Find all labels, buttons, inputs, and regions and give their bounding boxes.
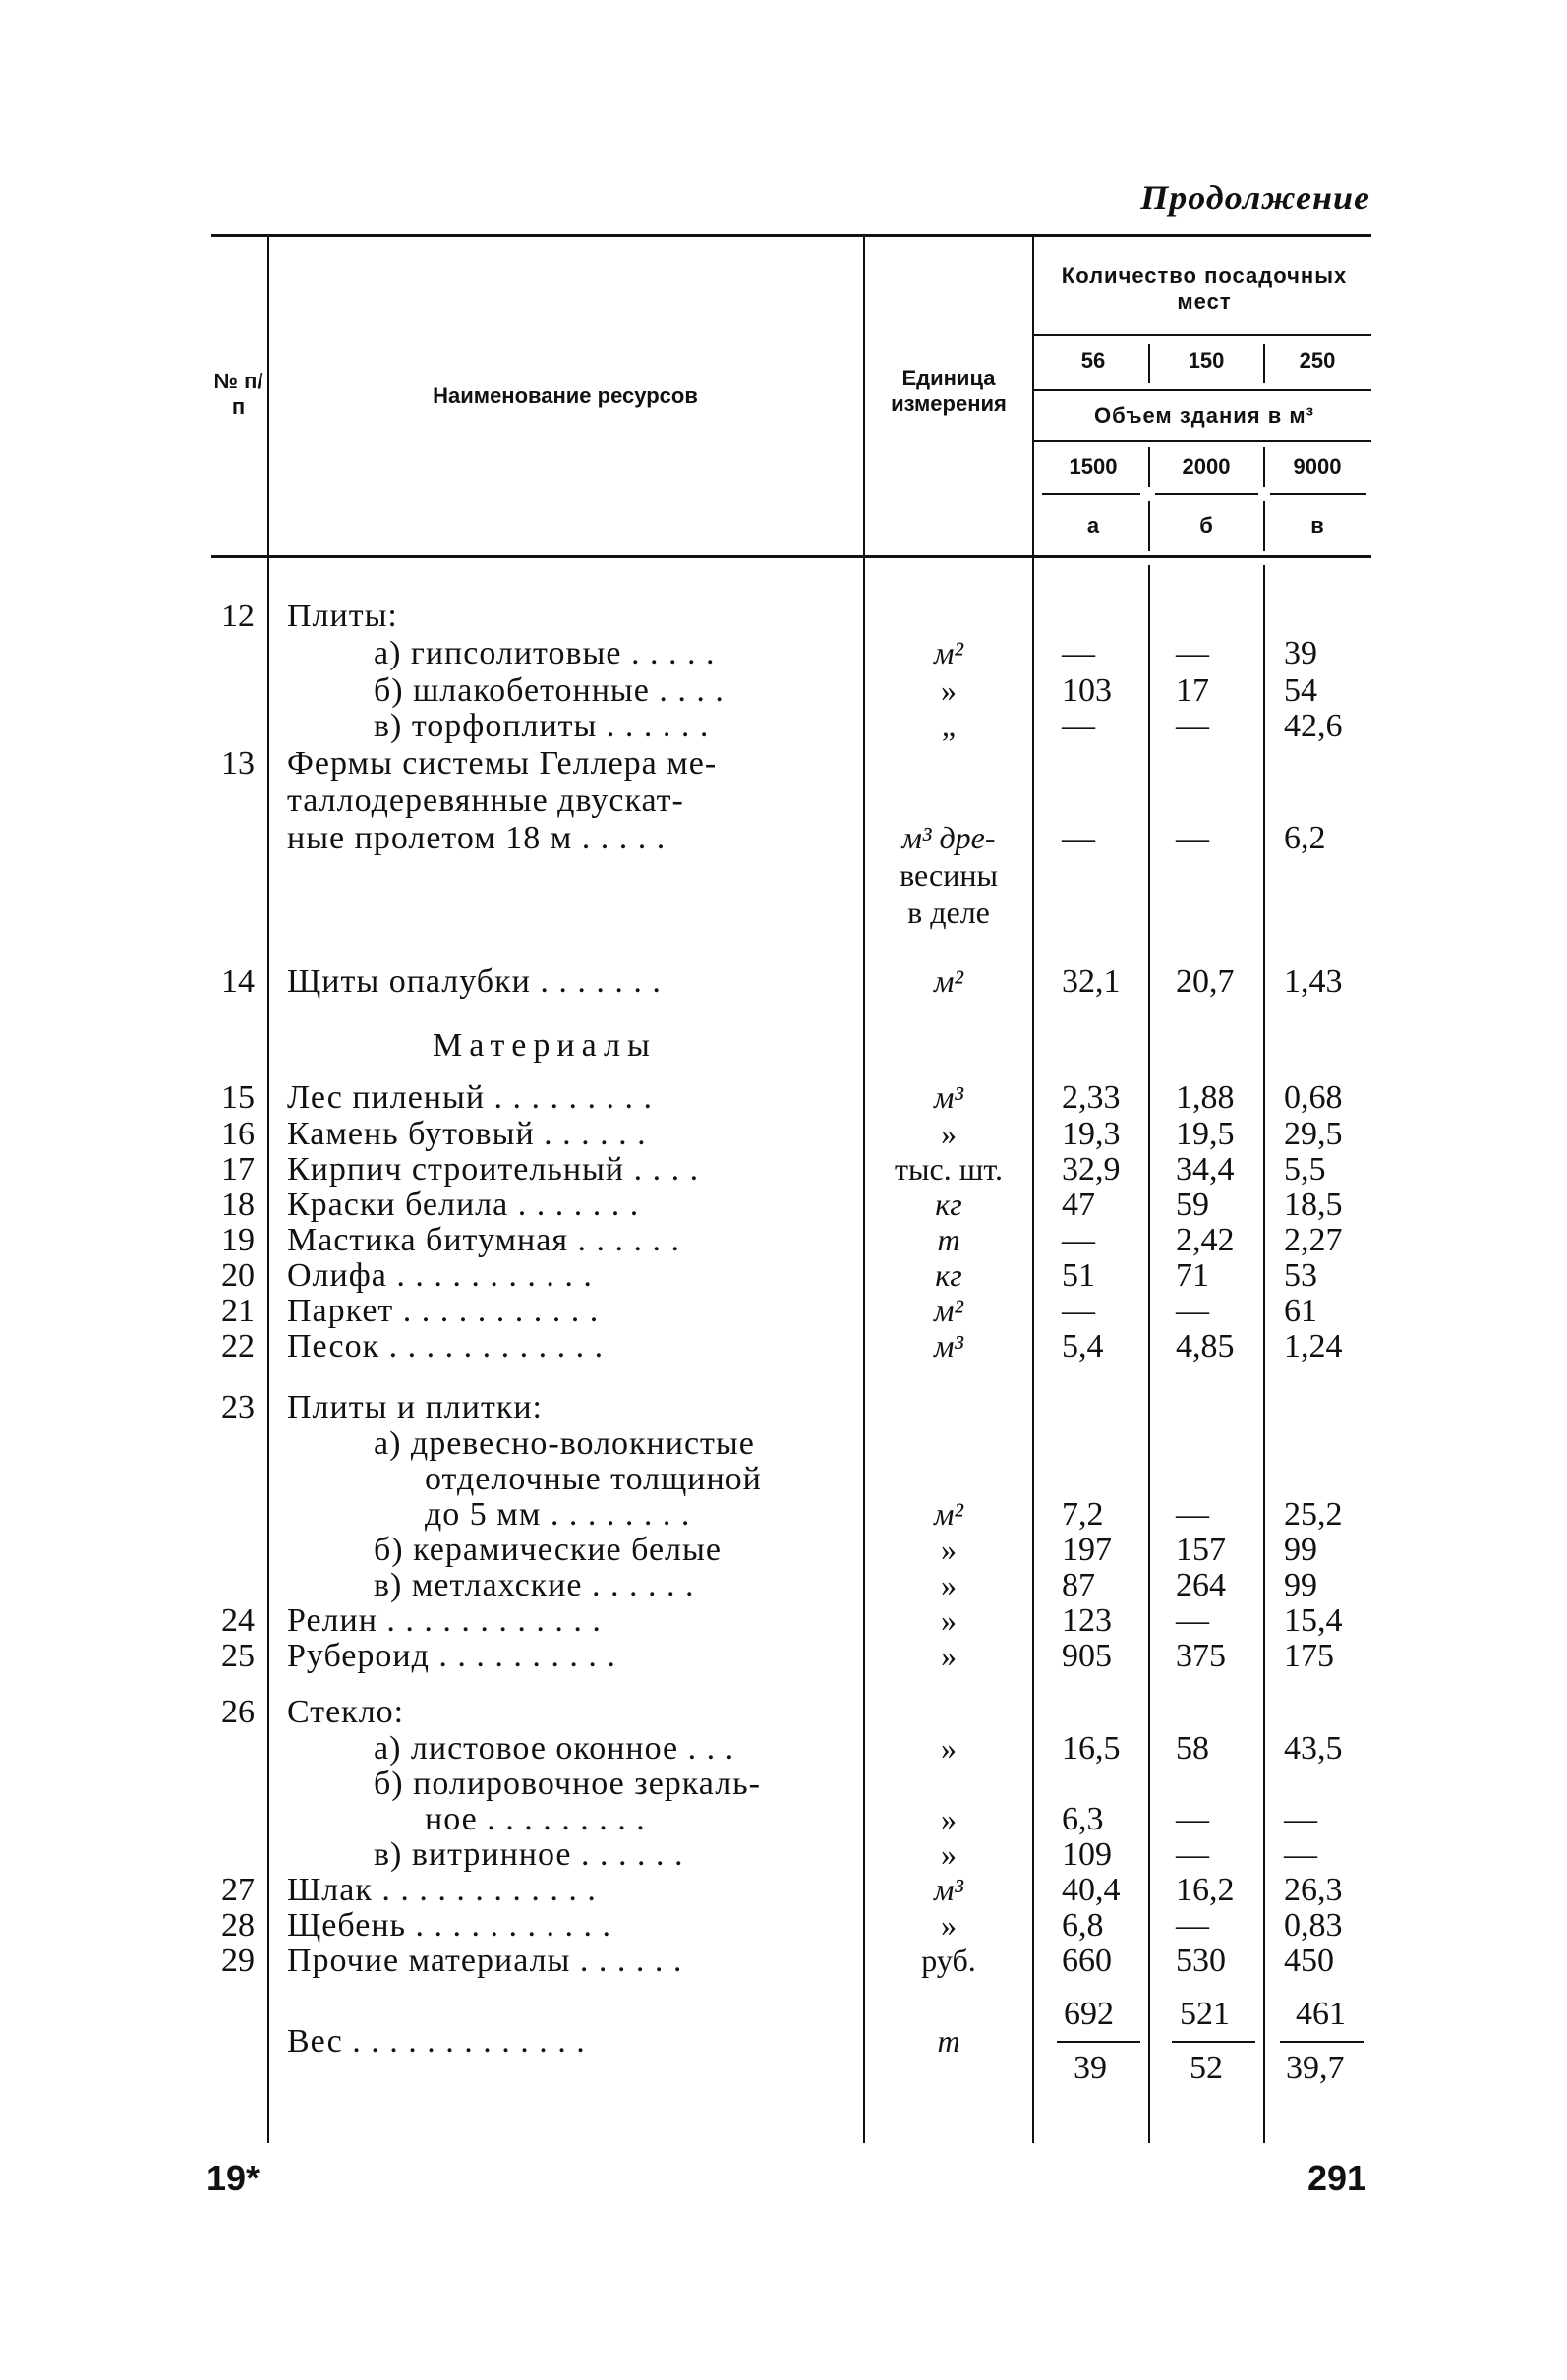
row-number: 25 (221, 1638, 255, 1674)
seats-caption-rule (1032, 334, 1371, 336)
header-variant-c: в (1310, 513, 1324, 538)
resource-name: Паркет . . . . . . . . . . . (287, 1293, 600, 1329)
unit-cell: м² (933, 963, 963, 999)
header-seats-c: 250 (1299, 348, 1336, 373)
unit-cell: » (941, 1116, 957, 1151)
header-seats-a: 56 (1080, 348, 1106, 373)
seats-rule (1032, 389, 1371, 391)
row-number: 12 (221, 598, 255, 634)
row-number: 21 (221, 1293, 255, 1329)
value-b: 157 (1176, 1532, 1226, 1568)
unit-cell: » (941, 1836, 957, 1872)
row-number: 26 (221, 1694, 255, 1730)
header-volume-c: 9000 (1293, 454, 1342, 479)
value-a: 19,3 (1062, 1116, 1121, 1152)
value-c: 18,5 (1284, 1187, 1343, 1223)
resource-name: Лес пиленый . . . . . . . . . (287, 1079, 654, 1116)
value-a: 7,2 (1062, 1496, 1104, 1533)
col-rule-b-head (1263, 344, 1265, 383)
value-c: 0,68 (1284, 1079, 1343, 1116)
weight-bottom-c: 39,7 (1286, 2050, 1345, 2086)
resource-name: Песок . . . . . . . . . . . . (287, 1328, 605, 1364)
resource-name: в) метлахские . . . . . . (374, 1567, 695, 1603)
col-rule-unit (1032, 236, 1034, 2143)
header-seats-caption: Количество посадочных мест (1061, 263, 1348, 314)
value-c: 25,2 (1284, 1496, 1343, 1533)
value-a: 103 (1062, 672, 1112, 709)
row-number: 24 (221, 1602, 255, 1639)
resource-name: Шлак . . . . . . . . . . . . (287, 1872, 597, 1908)
resource-name: таллодеревянные двускат- (287, 783, 684, 819)
value-c: 29,5 (1284, 1116, 1343, 1152)
resource-name: ные пролетом 18 м . . . . . (287, 820, 667, 856)
value-b: 19,5 (1176, 1116, 1235, 1152)
resource-name: Щиты опалубки . . . . . . . (287, 963, 662, 1000)
value-a: 51 (1062, 1257, 1095, 1294)
unit-cell: » (941, 1638, 957, 1673)
unit-cell: м³ (933, 1079, 963, 1115)
value-c: 99 (1284, 1532, 1317, 1568)
header-variant-a: а (1086, 513, 1100, 538)
weight-bottom-b: 52 (1190, 2050, 1223, 2086)
weight-fraction-line-a (1057, 2041, 1140, 2043)
resource-name: Релин . . . . . . . . . . . . (287, 1602, 602, 1639)
value-a: 905 (1062, 1638, 1112, 1674)
col-rule-no (267, 236, 269, 2143)
value-a: 6,8 (1062, 1907, 1104, 1944)
resource-name: отделочные толщиной (425, 1461, 762, 1497)
unit-cell: м² (933, 1293, 963, 1328)
resource-name: Прочие материалы . . . . . . (287, 1943, 683, 1979)
value-b: 1,88 (1176, 1079, 1235, 1116)
value-b: 264 (1176, 1567, 1226, 1603)
value-c: — (1284, 1801, 1317, 1837)
value-c: 43,5 (1284, 1730, 1343, 1767)
section-heading: Материалы (433, 1027, 657, 1064)
resource-name: ное . . . . . . . . . (425, 1801, 646, 1837)
unit-cell: » (941, 1801, 957, 1836)
resource-name: Плиты: (287, 598, 398, 634)
value-b: 34,4 (1176, 1151, 1235, 1188)
value-b: 4,85 (1176, 1328, 1235, 1364)
value-b: 375 (1176, 1638, 1226, 1674)
resource-name: Щебень . . . . . . . . . . . (287, 1907, 612, 1944)
col-rule-a-head3 (1148, 501, 1150, 551)
unit-cell: » (941, 1730, 957, 1766)
weight-unit: т (937, 2023, 960, 2059)
unit-cell: руб. (921, 1943, 976, 1978)
value-b: 2,42 (1176, 1222, 1235, 1258)
value-a: 660 (1062, 1943, 1112, 1979)
header-volume-caption: Объем здания в м³ (1094, 403, 1314, 428)
col-rule-a-head2 (1148, 447, 1150, 487)
resource-name: Кирпич строительный . . . . (287, 1151, 700, 1188)
value-c: 61 (1284, 1293, 1317, 1329)
resource-name: в) витринное . . . . . . (374, 1836, 684, 1873)
value-a: — (1062, 1222, 1095, 1258)
row-number: 20 (221, 1257, 255, 1294)
resource-name: Мастика битумная . . . . . . (287, 1222, 680, 1258)
resource-name: Стекло: (287, 1694, 405, 1730)
value-c: 42,6 (1284, 708, 1343, 744)
value-b: — (1176, 1801, 1209, 1837)
value-a: — (1062, 820, 1095, 856)
resource-name: в) торфоплиты . . . . . . (374, 708, 710, 744)
resource-name: Камень бутовый . . . . . . (287, 1116, 647, 1152)
unit-cell: кг (935, 1187, 962, 1222)
unit-cell: „ (941, 708, 957, 743)
header-unit: Единица измерения (891, 366, 1007, 416)
row-number: 17 (221, 1151, 255, 1188)
weight-fraction-line-b (1172, 2041, 1255, 2043)
value-a: 87 (1062, 1567, 1095, 1603)
value-c: — (1284, 1836, 1317, 1873)
value-a: 2,33 (1062, 1079, 1121, 1116)
header-seats-b: 150 (1188, 348, 1225, 373)
unit-cell: » (941, 672, 957, 708)
unit-cell: т (937, 1222, 960, 1257)
unit-cell: м³ (933, 1872, 963, 1907)
col-rule-b-head2 (1263, 447, 1265, 487)
value-b: — (1176, 635, 1209, 671)
value-a: 5,4 (1062, 1328, 1104, 1364)
unit-cell: кг (935, 1257, 962, 1293)
resource-name: Рубероид . . . . . . . . . . (287, 1638, 616, 1674)
volumes-rule-c (1270, 493, 1366, 495)
row-number: 29 (221, 1943, 255, 1979)
weight-fraction-line-c (1280, 2041, 1364, 2043)
value-c: 53 (1284, 1257, 1317, 1294)
resource-name: а) гипсолитовые . . . . . (374, 635, 716, 671)
value-c: 175 (1284, 1638, 1334, 1674)
value-b: — (1176, 1293, 1209, 1329)
header-bottom-rule (211, 555, 1371, 558)
header-volume-a: 1500 (1069, 454, 1118, 479)
value-b: — (1176, 1496, 1209, 1533)
value-c: 6,2 (1284, 820, 1326, 856)
col-rule-a (1148, 565, 1150, 2143)
value-c: 39 (1284, 635, 1317, 671)
unit-cell: тыс. шт. (895, 1151, 1003, 1187)
row-number: 28 (221, 1907, 255, 1944)
value-b: 20,7 (1176, 963, 1235, 1000)
header-name: Наименование ресурсов (433, 383, 698, 408)
weight-top-b: 521 (1180, 1996, 1230, 2032)
value-b: 16,2 (1176, 1872, 1235, 1908)
value-b: — (1176, 820, 1209, 856)
weight-bottom-a: 39 (1074, 2050, 1107, 2086)
resource-name: до 5 мм . . . . . . . . (425, 1496, 691, 1533)
volume-caption-rule (1032, 440, 1371, 442)
col-rule-b-head3 (1263, 501, 1265, 551)
weight-top-c: 461 (1296, 1996, 1346, 2032)
row-number: 13 (221, 745, 255, 782)
unit-cell: в деле (907, 895, 990, 930)
header-variant-b: б (1199, 513, 1213, 538)
resource-name: Фермы системы Геллера ме- (287, 745, 718, 782)
resource-name: б) керамические белые (374, 1532, 722, 1568)
resource-name: Краски белила . . . . . . . (287, 1187, 640, 1223)
value-b: 59 (1176, 1187, 1209, 1223)
resource-name: б) полировочное зеркаль- (374, 1766, 761, 1802)
unit-cell: м³ (933, 1328, 963, 1364)
unit-cell: » (941, 1907, 957, 1943)
value-a: 109 (1062, 1836, 1112, 1873)
unit-cell: м² (933, 635, 963, 670)
value-c: 15,4 (1284, 1602, 1343, 1639)
weight-label: Вес . . . . . . . . . . . . . (287, 2023, 586, 2060)
value-c: 2,27 (1284, 1222, 1343, 1258)
value-b: — (1176, 1602, 1209, 1639)
header-top-rule (211, 234, 1371, 237)
value-c: 5,5 (1284, 1151, 1326, 1188)
signature-mark: 19* (206, 2158, 261, 2198)
value-b: — (1176, 1907, 1209, 1944)
page-number: 291 (1307, 2158, 1367, 2198)
value-b: 58 (1176, 1730, 1209, 1767)
unit-cell: м³ дре- (901, 820, 996, 855)
value-c: 0,83 (1284, 1907, 1343, 1944)
value-b: — (1176, 1836, 1209, 1873)
volumes-rule-b (1155, 493, 1258, 495)
value-b: 530 (1176, 1943, 1226, 1979)
value-a: 32,9 (1062, 1151, 1121, 1188)
resource-name: Олифа . . . . . . . . . . . (287, 1257, 593, 1294)
value-a: 6,3 (1062, 1801, 1104, 1837)
row-number: 27 (221, 1872, 255, 1908)
value-a: 16,5 (1062, 1730, 1121, 1767)
row-number: 18 (221, 1187, 255, 1223)
value-a: — (1062, 1293, 1095, 1329)
header-no: № п/п (213, 369, 263, 419)
unit-cell: весины (900, 857, 998, 893)
value-a: 123 (1062, 1602, 1112, 1639)
resource-name: Плиты и плитки: (287, 1389, 543, 1425)
value-c: 54 (1284, 672, 1317, 709)
unit-cell: » (941, 1602, 957, 1638)
value-a: — (1062, 708, 1095, 744)
row-number: 19 (221, 1222, 255, 1258)
value-c: 450 (1284, 1943, 1334, 1979)
col-rule-a-head (1148, 344, 1150, 383)
value-b: 71 (1176, 1257, 1209, 1294)
row-number: 15 (221, 1079, 255, 1116)
value-a: 40,4 (1062, 1872, 1121, 1908)
value-a: 197 (1062, 1532, 1112, 1568)
value-b: 17 (1176, 672, 1209, 709)
value-c: 26,3 (1284, 1872, 1343, 1908)
row-number: 22 (221, 1328, 255, 1364)
unit-cell: м² (933, 1496, 963, 1532)
row-number: 14 (221, 963, 255, 1000)
value-c: 1,24 (1284, 1328, 1343, 1364)
resource-name: б) шлакобетонные . . . . (374, 672, 725, 709)
value-c: 1,43 (1284, 963, 1343, 1000)
row-number: 23 (221, 1389, 255, 1425)
unit-cell: » (941, 1567, 957, 1602)
row-number: 16 (221, 1116, 255, 1152)
value-c: 99 (1284, 1567, 1317, 1603)
value-a: — (1062, 635, 1095, 671)
unit-cell: » (941, 1532, 957, 1567)
resource-name: а) листовое оконное . . . (374, 1730, 735, 1767)
col-rule-b (1263, 565, 1265, 2143)
value-b: — (1176, 708, 1209, 744)
resource-name: а) древесно-волокнистые (374, 1425, 755, 1462)
value-a: 47 (1062, 1187, 1095, 1223)
value-a: 32,1 (1062, 963, 1121, 1000)
header-volume-b: 2000 (1182, 454, 1231, 479)
volumes-rule-a (1042, 493, 1140, 495)
continuation-label: Продолжение (1140, 178, 1370, 217)
weight-top-a: 692 (1064, 1996, 1114, 2032)
